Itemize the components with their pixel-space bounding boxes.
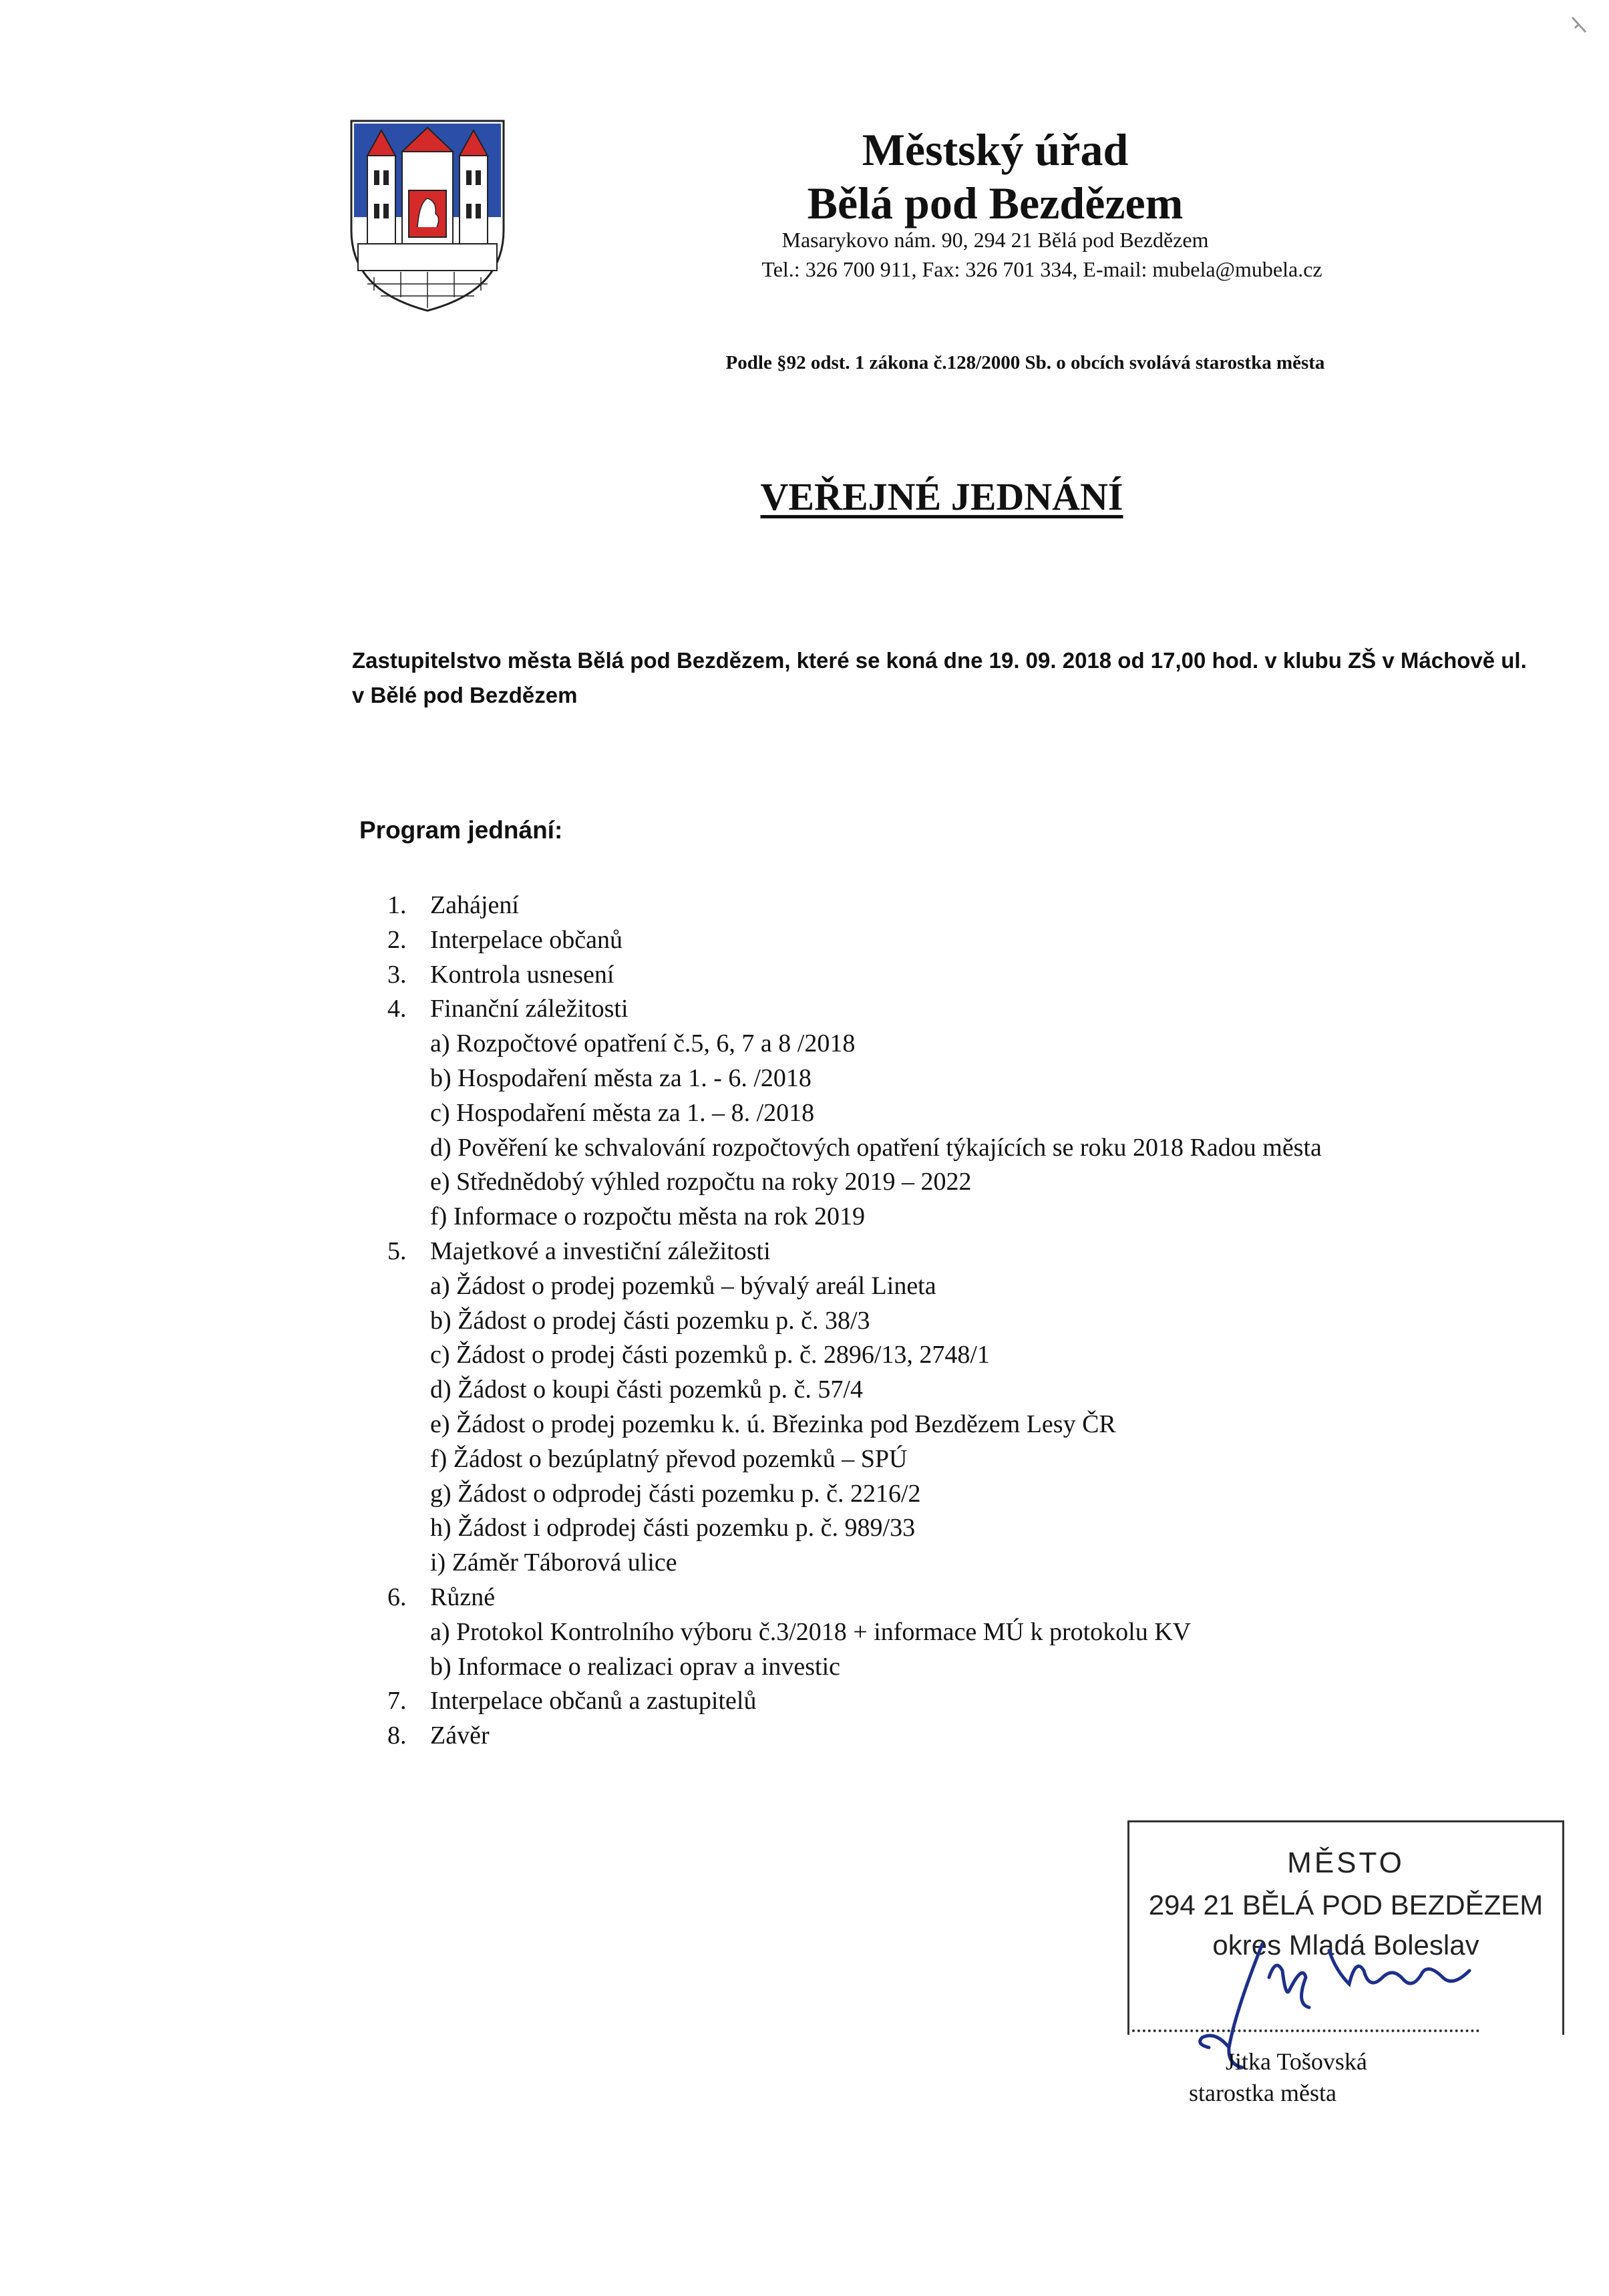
agenda-item-number: 8. [387,1721,407,1750]
agenda-item-text: Závěr [430,1721,490,1750]
agenda-item-text: Interpelace občanů [430,925,622,954]
agenda-subitem-text: c) Hospodaření města za 1. – 8. /2018 [430,1098,815,1127]
agenda-item-number: 3. [387,960,407,989]
agenda-item-number: 5. [387,1237,407,1265]
agenda-subitem [387,1027,1556,1061]
agenda-item-text: Zahájení [430,891,519,919]
agenda-subitem [387,1408,1556,1442]
agenda-subitem [387,1304,1556,1339]
agenda-subitem-text: e) Žádost o prodej pozemku k. ú. Březinka pod Bezdězem Lesy ČR [430,1410,1116,1438]
agenda-subitem-text: f) Informace o rozpočtu města na rok 2019 [430,1202,866,1231]
agenda-list [387,888,1556,1754]
agenda-subitem-text: b) Informace o realizaci oprav a investic [430,1652,841,1681]
agenda-subitem [387,1061,1556,1096]
agenda-subitem-text: f) Žádost o bezúplatný převod pozemků – SPÚ [430,1444,908,1473]
agenda-item [387,1235,1556,1269]
program-label: Program jednání: [359,816,563,844]
agenda-item [387,1684,1556,1719]
coat-of-arms-icon [347,117,508,314]
agenda-subitem-text: d) Pověření ke schvalování rozpočtových opatření týkajících se roku 2018 Radou města [430,1133,1322,1162]
agenda-subitem [387,1200,1556,1235]
agenda-item-text: Různé [430,1583,496,1611]
signer-role: starostka města [1189,2080,1336,2106]
agenda-item-number: 6. [387,1583,407,1611]
agenda-subitem-text: b) Hospodaření města za 1. - 6. /2018 [430,1063,812,1092]
agenda-subitem [387,1165,1556,1200]
agenda-item [387,958,1556,993]
agenda-subitem [387,1096,1556,1131]
scan-mark-icon [1570,15,1588,35]
agenda-subitem-text: i) Záměr Táborová ulice [430,1548,677,1577]
agenda-subitem-text: a) Rozpočtové opatření č.5, 6, 7 a 8 /2018 [430,1029,856,1058]
agenda-subitem [387,1546,1556,1581]
agenda-subitem-text: g) Žádost o odprodej části pozemku p. č. 2216/2 [430,1479,921,1508]
main-title: VEŘEJNÉ JEDNÁNÍ [760,475,1123,518]
agenda-item-number: 1. [387,891,407,919]
agenda-item-text: Finanční záležitosti [430,995,629,1023]
agenda-subitem [387,1477,1556,1512]
agenda-subitem [387,1373,1556,1408]
stamp-line2: 294 21 BĚLÁ POD BEZDĚZEM [1148,1889,1544,1921]
agenda-subitem [387,1338,1556,1373]
agenda-subitem-text: a) Protokol Kontrolního výboru č.3/2018 + informace MÚ k protokolu KV [430,1617,1192,1646]
agenda-item-text: Kontrola usnesení [430,960,614,989]
agenda-item [387,888,1556,923]
org-title [701,123,1289,230]
agenda-item [387,923,1556,958]
agenda-subitem [387,1615,1556,1650]
agenda-item-number: 7. [387,1687,407,1715]
agenda-subitem [387,1269,1556,1304]
agenda-item-text: Interpelace občanů a zastupitelů [430,1687,757,1715]
agenda-subitem [387,1442,1556,1477]
stamp-line3: okres Mladá Boleslav [1212,1929,1479,1961]
agenda-subitem [387,1650,1556,1685]
stamp-line1: MĚSTO [1287,1846,1405,1879]
agenda-item-number: 2. [387,925,407,954]
agenda-subitem-text: h) Žádost i odprodej části pozemku p. č. 989/33 [430,1514,916,1542]
agenda-item-text: Majetkové a investiční záležitosti [430,1237,771,1265]
org-title-line2: Bělá pod Bezdězem [807,178,1184,228]
agenda-item [387,1719,1556,1754]
address: Masarykovo nám. 90, 294 21 Bělá pod Bezdězem [781,228,1209,252]
meeting-intro: Zastupitelstvo města Bělá pod Bezdězem, které se koná dne 19. 09. 2018 od 17,00 hod. v klubu ZŠ v Máchově ul. v Bělé pod Bezdězem [352,648,1527,707]
agenda-item [387,992,1556,1027]
contact-line: Tel.: 326 700 911, Fax: 326 701 334, E-mail: mubela@mubela.cz [761,257,1322,281]
agenda-item-number: 4. [387,995,407,1023]
agenda-subitem-text: b) Žádost o prodej části pozemku p. č. 38/3 [430,1306,870,1335]
agenda-subitem-text: a) Žádost o prodej pozemků – bývalý areál Lineta [430,1271,936,1300]
agenda-item [387,1581,1556,1615]
org-title-line1: Městský úřad [862,124,1129,175]
agenda-subitem-text: e) Střednědobý výhled rozpočtu na roky 2019 – 2022 [430,1168,972,1196]
agenda-subitem [387,1131,1556,1166]
signer-name: Jitka Tošovská [1226,2048,1367,2075]
agenda-subitem-text: d) Žádost o koupi části pozemků p. č. 57/4 [430,1375,863,1404]
agenda-subitem [387,1511,1556,1546]
agenda-subitem-text: c) Žádost o prodej části pozemků p. č. 2896/13, 2748/1 [430,1341,990,1369]
legal-basis: Podle §92 odst. 1 zákona č.128/2000 Sb. o obcích svolává starostka města [725,352,1325,373]
